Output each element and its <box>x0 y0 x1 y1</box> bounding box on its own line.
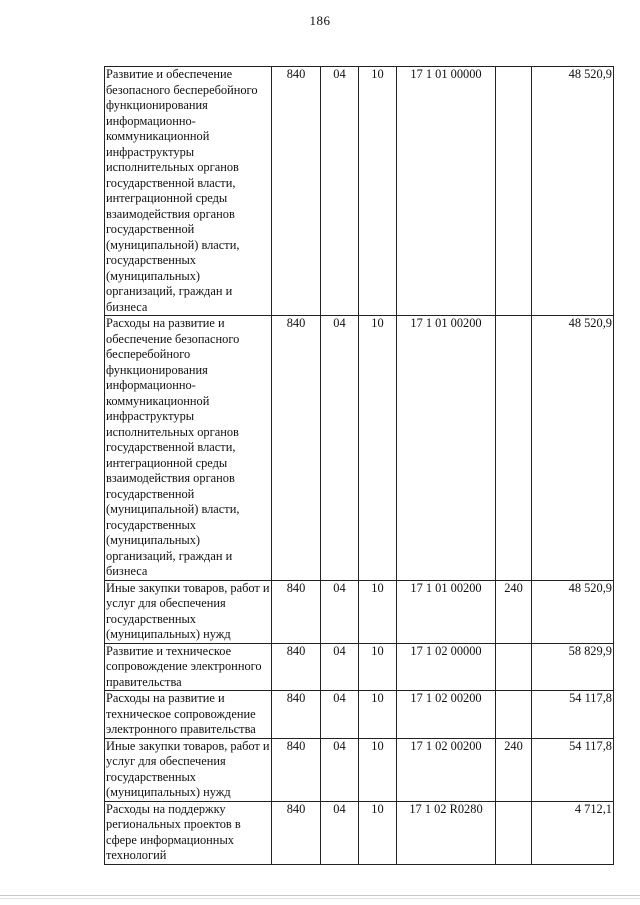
target-article-code: 17 1 02 00000 <box>397 643 496 691</box>
table-row <box>105 643 614 691</box>
section-code: 04 <box>321 643 359 691</box>
section-code: 04 <box>321 691 359 739</box>
expense-type-code: 240 <box>496 738 532 801</box>
budget-table <box>104 66 614 865</box>
expense-type-code <box>496 691 532 739</box>
table-row <box>105 801 614 864</box>
section-code: 04 <box>321 738 359 801</box>
section-code: 04 <box>321 580 359 643</box>
subsection-code: 10 <box>359 738 397 801</box>
target-article-code: 17 1 01 00200 <box>397 580 496 643</box>
row-name: Расходы на поддержку региональных проектов в сфере информационных технологий <box>105 801 272 864</box>
table-row <box>105 738 614 801</box>
ministry-code: 840 <box>272 738 321 801</box>
ministry-code: 840 <box>272 580 321 643</box>
ministry-code: 840 <box>272 801 321 864</box>
subsection-code: 10 <box>359 67 397 316</box>
table-row <box>105 580 614 643</box>
table-row <box>105 67 614 316</box>
subsection-code: 10 <box>359 643 397 691</box>
amount: 54 117,8 <box>532 738 614 801</box>
expense-type-code <box>496 801 532 864</box>
ministry-code: 840 <box>272 67 321 316</box>
subsection-code: 10 <box>359 316 397 581</box>
row-name: Расходы на развитие и техническое сопровождение электронного правительства <box>105 691 272 739</box>
expense-type-code: 240 <box>496 580 532 643</box>
subsection-code: 10 <box>359 691 397 739</box>
amount: 58 829,9 <box>532 643 614 691</box>
ministry-code: 840 <box>272 316 321 581</box>
amount: 54 117,8 <box>532 691 614 739</box>
amount: 4 712,1 <box>532 801 614 864</box>
amount: 48 520,9 <box>532 67 614 316</box>
expense-type-code <box>496 643 532 691</box>
target-article-code: 17 1 02 R0280 <box>397 801 496 864</box>
target-article-code: 17 1 02 00200 <box>397 691 496 739</box>
target-article-code: 17 1 01 00000 <box>397 67 496 316</box>
page-number: 186 <box>309 13 331 28</box>
scan-bottom-rule <box>0 895 640 896</box>
row-name: Развитие и обеспечение безопасного бесперебойного функционирования информационно-коммуникационной инфраструктуры исполнительных органов государственной власти, интеграционной среды взаимодействия органов государственной (муниципальной) власти, государственных (муниципальных) организаций, граждан и бизнеса <box>105 67 272 316</box>
row-name: Развитие и техническое сопровождение электронного правительства <box>105 643 272 691</box>
section-code: 04 <box>321 67 359 316</box>
subsection-code: 10 <box>359 580 397 643</box>
section-code: 04 <box>321 801 359 864</box>
row-name: Расходы на развитие и обеспечение безопасного бесперебойного функционирования информационно-коммуникационной инфраструктуры исполнительных органов государственной власти, интеграционной среды взаимодействия органов государственной (муниципальной) власти, государственных (муниципальных) организаций, граждан и бизнеса <box>105 316 272 581</box>
ministry-code: 840 <box>272 691 321 739</box>
target-article-code: 17 1 01 00200 <box>397 316 496 581</box>
scan-bottom-rule <box>0 898 640 899</box>
table-row <box>105 691 614 739</box>
target-article-code: 17 1 02 00200 <box>397 738 496 801</box>
amount: 48 520,9 <box>532 316 614 581</box>
amount: 48 520,9 <box>532 580 614 643</box>
row-name: Иные закупки товаров, работ и услуг для обеспечения государственных (муниципальных) нужд <box>106 580 270 641</box>
section-code: 04 <box>321 316 359 581</box>
expense-type-code <box>496 316 532 581</box>
row-name: Иные закупки товаров, работ и услуг для обеспечения государственных (муниципальных) нужд <box>106 738 270 799</box>
expense-type-code <box>496 67 532 316</box>
ministry-code: 840 <box>272 643 321 691</box>
table-row <box>105 316 614 581</box>
subsection-code: 10 <box>359 801 397 864</box>
